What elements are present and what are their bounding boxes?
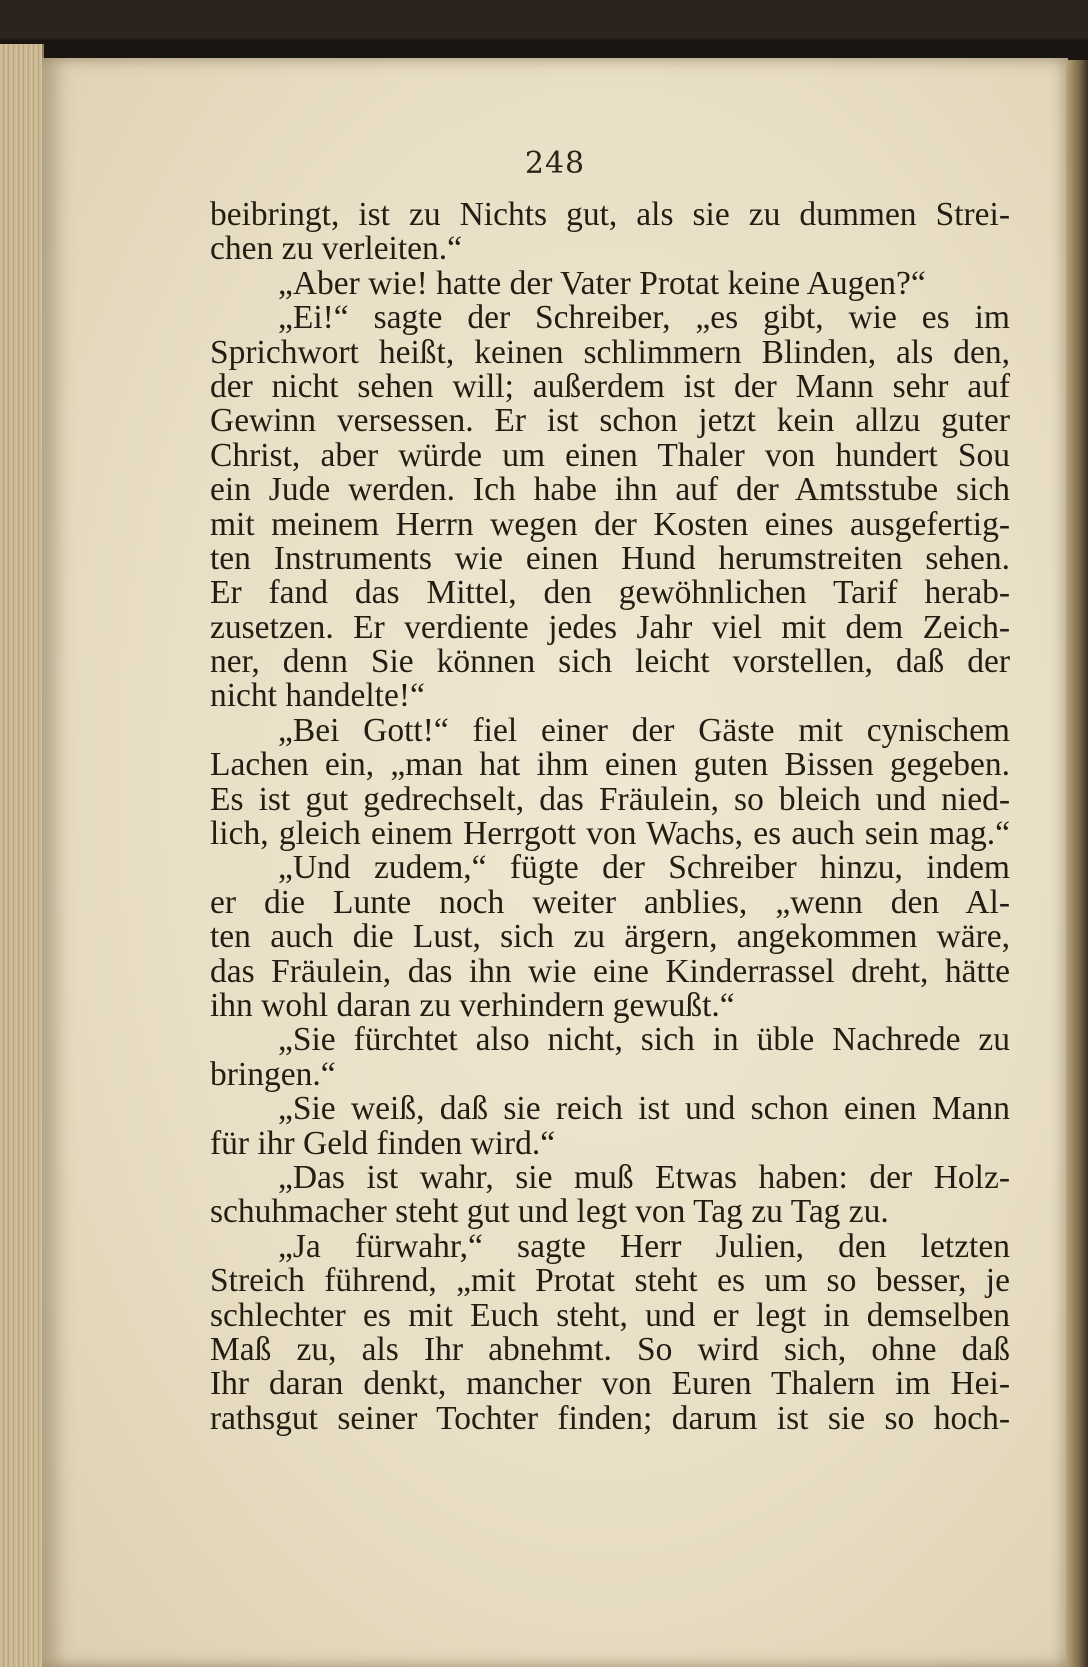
text-line: Es ist gut gedrechselt, das Fräulein, so bleich und nied- (210, 782, 1010, 818)
text-line: für ihr Geld finden wird.“ (210, 1126, 556, 1161)
text-line: lich, gleich einem Herrgott von Wachs, es auch sein mag.“ (210, 817, 1010, 852)
text-line: er die Lunte noch weiter anblies, „wenn den Al- (210, 885, 1010, 921)
page-number: 248 (524, 146, 586, 181)
text-line: mit meinem Herrn wegen der Kosten eines ausgefertig- (210, 507, 1010, 542)
text-line: ein Jude werden. Ich habe ihn auf der Amtsstube sich (210, 473, 1010, 508)
text-line: das Fräulein, das ihn wie eine Kinderrassel dreht, hätte (210, 954, 1010, 989)
text-line: beibringt, ist zu Nichts gut, als sie zu dummen Strei- (210, 198, 1010, 233)
text-line: schuhmacher steht gut und legt von Tag zu Tag zu. (210, 1195, 889, 1230)
text-line: zusetzen. Er verdiente jedes Jahr viel mit dem Zeich- (210, 610, 1010, 646)
text-line: Christ, aber würde um einen Thaler von hundert Sou (210, 438, 1010, 474)
body-text (210, 198, 1010, 1436)
text-line: „Und zudem,“ fügte der Schreiber hinzu, indem (278, 851, 1010, 886)
book-cover-edge (1066, 60, 1088, 1667)
text-line: „Bei Gott!“ fiel einer der Gäste mit cynischem (278, 713, 1010, 749)
text-line: Sprichwort heißt, keinen schlimmern Blinden, als den, (210, 335, 1010, 370)
text-line: nicht handelte!“ (210, 679, 425, 714)
text-line: der nicht sehen will; außerdem ist der Mann sehr auf (210, 369, 1010, 405)
text-line: „Sie fürchtet also nicht, sich in üble Nachrede zu (278, 1023, 1010, 1058)
text-line: „Sie weiß, daß sie reich ist und schon einen Mann (278, 1092, 1010, 1127)
text-line: ten Instruments wie einen Hund herumstreiten sehen. (210, 541, 1010, 577)
text-line: schlechter es mit Euch steht, und er legt in demselben (210, 1298, 1010, 1333)
text-line: rathsgut seiner Tochter finden; darum ist sie so hoch- (210, 1401, 1010, 1437)
text-line: ihn wohl daran zu verhindern gewußt.“ (210, 988, 735, 1024)
text-line: chen zu verleiten.“ (210, 232, 463, 267)
text-line: ten auch die Lust, sich zu ärgern, angekommen wäre, (210, 920, 1010, 955)
book-page-edges (0, 44, 44, 1667)
text-line: „Aber wie! hatte der Vater Protat keine Augen?“ (278, 266, 926, 302)
text-line: Lachen ein, „man hat ihm einen guten Bissen gegeben. (210, 748, 1010, 783)
text-line: Maß zu, als Ihr abnehmt. So wird sich, ohne daß (210, 1332, 1010, 1368)
text-line: Ihr daran denkt, mancher von Euren Thalern im Hei- (210, 1367, 1010, 1402)
text-line: „Ja fürwahr,“ sagte Herr Julien, den letzten (278, 1229, 1010, 1265)
text-line: Gewinn versessen. Er ist schon jetzt kein allzu guter (210, 404, 1010, 439)
text-line: „Ei!“ sagte der Schreiber, „es gibt, wie es im (278, 301, 1010, 336)
text-line: bringen.“ (210, 1057, 336, 1093)
text-line: ner, denn Sie können sich leicht vorstellen, daß der (210, 645, 1010, 680)
book-page (42, 58, 1068, 1667)
text-line: „Das ist wahr, sie muß Etwas haben: der Holz- (278, 1160, 1010, 1196)
text-line: Streich führend, „mit Protat steht es um so besser, je (210, 1264, 1010, 1299)
text-line: Er fand das Mittel, den gewöhnlichen Tarif herab- (210, 576, 1010, 611)
